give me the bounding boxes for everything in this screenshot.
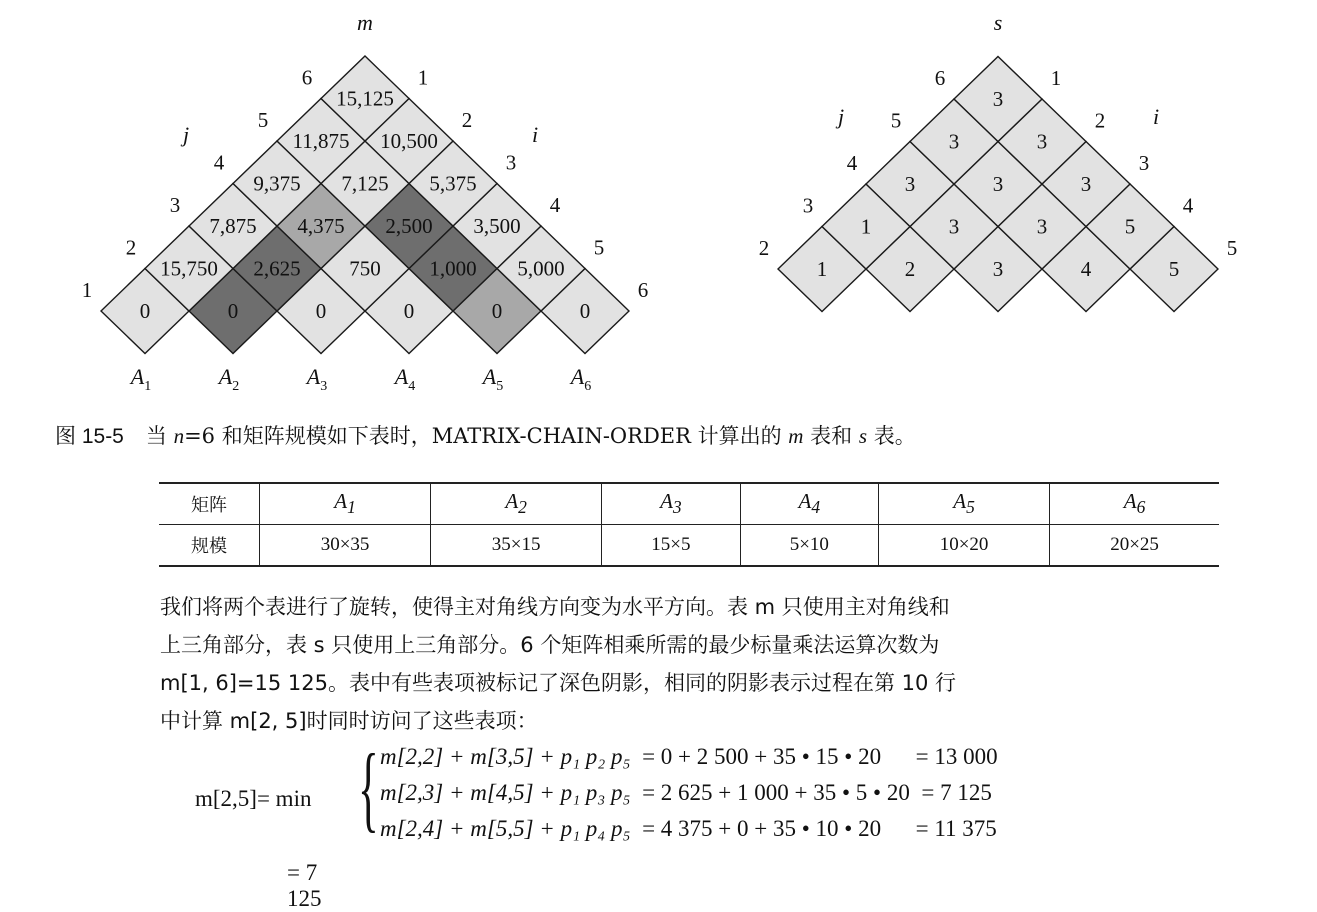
j-index-label: 6 — [301, 65, 313, 90]
cell-value: 3 — [1080, 172, 1092, 196]
figure-15-5 — [0, 0, 1317, 410]
matrix-cell: $A_3$ — [602, 483, 740, 525]
table-title: m — [357, 10, 373, 35]
s-table — [759, 10, 1238, 312]
paragraph-line: 中计算 m[2, 5]时同时访问了这些表项： — [160, 709, 538, 733]
cell-value: 3 — [992, 172, 1004, 196]
cell-value: 3 — [992, 257, 1004, 281]
cell-value: 7,125 — [341, 171, 389, 196]
matrix-row — [159, 483, 1219, 525]
matrix-label: $A_1$ — [130, 364, 152, 394]
j-index-label: 3 — [169, 193, 181, 217]
cell-value: 7,875 — [209, 214, 257, 238]
cell-value: 1 — [816, 257, 828, 281]
equation-lhs: m[2,5]= min — [195, 786, 312, 811]
j-axis-label: j — [182, 122, 190, 147]
figure-caption — [55, 420, 916, 450]
caption-n: n — [173, 424, 185, 448]
size-cell: 5×10 — [740, 525, 878, 567]
caption-text: 表和 — [803, 424, 859, 448]
cell-value: 0 — [579, 299, 591, 323]
left-brace: { — [358, 734, 379, 841]
i-index-label: 3 — [505, 150, 517, 175]
i-index-label: 6 — [637, 278, 649, 302]
matrix-label: $A_5$ — [482, 364, 504, 394]
paragraph-line: 上三角部分，表 s 只使用上三角部分。6 个矩阵相乘所需的最少标量乘法运算次数为 — [160, 633, 940, 657]
cell-value: 1 — [860, 214, 872, 239]
matrix-label: $A_3$ — [306, 364, 328, 394]
i-index-label: 3 — [1138, 151, 1150, 175]
cell-value: 0 — [315, 299, 327, 323]
j-index-label: 4 — [846, 151, 858, 175]
body-paragraph — [160, 588, 1220, 740]
j-index-label: 2 — [125, 235, 137, 260]
equation-line: m[2,4] + m[5,5] + p₁ p₄ p₅ = 4 375 + 0 + 35 • 10 • 20 = 11 375 — [380, 816, 997, 841]
cell-value: 2,500 — [385, 214, 433, 238]
i-index-label: 2 — [1094, 108, 1106, 133]
cell-value: 15,125 — [336, 86, 394, 111]
i-index-label: 4 — [1182, 193, 1194, 218]
cell-value: 9,375 — [253, 171, 301, 196]
cell-value: 4 — [1080, 257, 1092, 281]
cell-value: 0 — [227, 299, 239, 323]
m-table — [82, 10, 649, 354]
matrix-cell: $A_5$ — [879, 483, 1050, 525]
j-axis-label: j — [837, 104, 845, 129]
cell-value: 3 — [948, 129, 960, 154]
cell-value: 1,000 — [429, 256, 477, 281]
matrix-cell: $A_6$ — [1050, 483, 1219, 525]
cell-value: 5 — [1124, 214, 1136, 239]
size-row — [159, 525, 1219, 567]
i-index-label: 1 — [417, 65, 429, 90]
cell-value: 0 — [139, 299, 151, 323]
cell-value: 3,500 — [473, 214, 521, 238]
i-axis-label: i — [531, 122, 539, 147]
equation-result: = 7 125 — [287, 860, 322, 911]
matrix-labels — [129, 364, 591, 394]
i-index-label: 2 — [461, 108, 473, 132]
cell-value: 3 — [992, 87, 1004, 111]
matrix-label: $A_2$ — [218, 364, 240, 394]
caption-s: s — [858, 424, 868, 448]
size-cell: 35×15 — [431, 525, 602, 567]
i-index-label: 5 — [593, 235, 605, 260]
row-header-size: 规模 — [191, 536, 227, 557]
cell-value: 750 — [349, 256, 381, 281]
equation-line: m[2,3] + m[4,5] + p₁ p₃ p₅ = 2 625 + 1 000 + 35 • 5 • 20 = 7 125 — [380, 780, 992, 805]
paragraph-line: 我们将两个表进行了旋转，使得主对角线方向变为水平方向。表 m 只使用主对角线和 — [160, 595, 950, 619]
cell-value: 4,375 — [297, 214, 345, 238]
cell-value: 5,375 — [429, 171, 477, 196]
j-index-label: 1 — [81, 278, 93, 302]
equation-line: m[2,2] + m[3,5] + p₁ p₂ p₅ = 0 + 2 500 + 35 • 15 • 20 = 13 000 — [380, 744, 998, 769]
cell-value: 5,000 — [517, 256, 565, 281]
j-index-label: 2 — [758, 236, 770, 260]
matrix-cell: $A_4$ — [740, 483, 878, 525]
cell-value: 10,500 — [380, 129, 438, 153]
i-index-label: 1 — [1050, 66, 1062, 90]
matrix-cell: $A_1$ — [260, 483, 431, 525]
cell-value: 2,625 — [253, 256, 301, 281]
size-cell: 10×20 — [879, 525, 1050, 567]
j-index-label: 4 — [213, 150, 225, 175]
row-header-matrix: 矩阵 — [191, 495, 227, 516]
paragraph-line: m[1, 6]=15 125。表中有些表项被标记了深色阴影，相同的阴影表示过程在第 10 行 — [160, 671, 957, 695]
caption-text: 当 — [145, 424, 174, 448]
table-title: s — [993, 10, 1003, 35]
cell-value: 3 — [904, 172, 916, 196]
cell-value: 3 — [948, 214, 960, 239]
size-cell: 15×5 — [602, 525, 740, 567]
cell-value: 0 — [491, 299, 503, 323]
i-index-label: 5 — [1226, 236, 1238, 260]
j-index-label: 5 — [257, 108, 269, 132]
matrix-cell: $A_2$ — [431, 483, 602, 525]
j-index-label: 5 — [890, 108, 902, 133]
cell-value: 3 — [1036, 214, 1048, 239]
j-index-label: 3 — [802, 193, 814, 218]
j-index-label: 6 — [934, 66, 946, 90]
cell-value: 5 — [1168, 257, 1180, 281]
cell-value: 11,875 — [292, 129, 350, 153]
matrix-label: $A_4$ — [394, 364, 416, 394]
matrix-dimensions-table — [159, 482, 1219, 567]
size-cell: 20×25 — [1050, 525, 1219, 567]
caption-text: 表。 — [867, 424, 916, 448]
matrix-label: $A_6$ — [570, 364, 592, 394]
caption-text: =6 和矩阵规模如下表时，MATRIX-CHAIN-ORDER 计算出的 — [184, 424, 789, 448]
caption-m: m — [788, 424, 804, 448]
cell-value: 15,750 — [160, 256, 218, 281]
i-index-label: 4 — [549, 193, 561, 217]
cell-value: 3 — [1036, 129, 1048, 154]
cell-value: 2 — [904, 257, 916, 281]
size-cell: 30×35 — [260, 525, 431, 567]
figure-number: 图 15-5 — [55, 425, 124, 448]
i-axis-label: i — [1152, 104, 1160, 129]
cell-value: 0 — [403, 299, 415, 323]
